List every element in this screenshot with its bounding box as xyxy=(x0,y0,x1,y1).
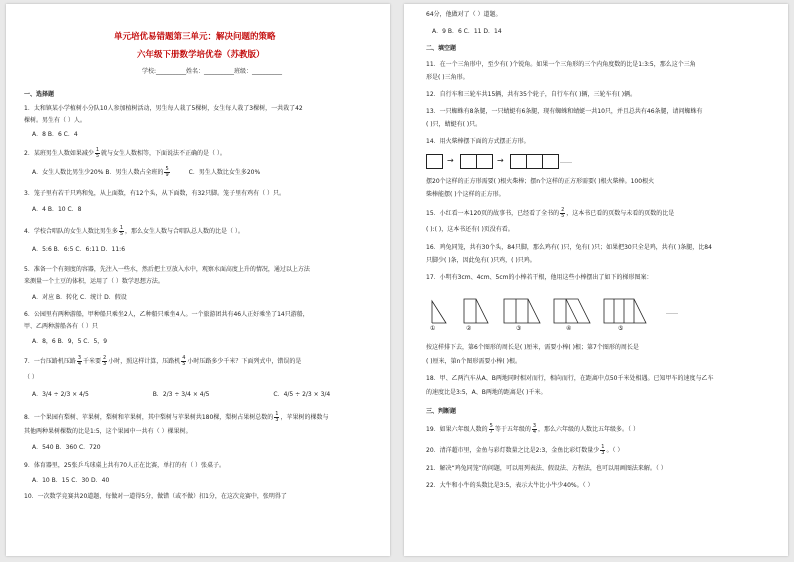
q2-opt-c: C．男生人数比女生多20% xyxy=(188,169,261,176)
arrow-right-icon: → xyxy=(447,156,454,165)
left-page xyxy=(6,4,390,556)
figure-ellipsis: …… xyxy=(666,309,678,316)
q4-fraction: $\frac{1}{5}$ xyxy=(119,225,124,237)
q6-line2: 甲、乙两种游船各有（ ）只 xyxy=(24,323,98,330)
q19-fraction-a: $\frac{5}{7}$ xyxy=(489,423,493,435)
square-2a xyxy=(460,154,477,169)
q8-options: A．540 B．360 C．720 xyxy=(32,444,101,451)
q7-opt-a: 3/4 ÷ 2/3 × 4/5 xyxy=(42,391,89,398)
q7-options xyxy=(32,391,330,399)
matchstick-figure xyxy=(426,151,616,171)
square-1 xyxy=(426,154,443,169)
ellipsis: …… xyxy=(560,158,572,165)
q7-fraction-a: $\frac{3}{4}$ xyxy=(77,355,82,367)
q7-opt-c: 4/5 ÷ 2/3 × 3/4 xyxy=(283,391,331,398)
q5-line2: 来测量一个土豆的体积，运用了（ ）数学思想方法。 xyxy=(24,278,164,285)
q5-line1: 5．准备一个有刻度的容器，先注入一些水，然后把土豆放入水中，观察水面高度上升的情况，通过以上方法 xyxy=(24,266,310,273)
q7-line1 xyxy=(24,356,301,367)
q1-line2: 棵树。男生有（ ）人。 xyxy=(24,117,86,124)
q16-line1: 16．鸡兔同笼，共有30个头，84只脚，那么鸡有( )只，兔有( )只；如果把30只全是鸡，共有( )条腿，比84 xyxy=(426,244,712,251)
q20-text-b: 。（ ） xyxy=(606,447,624,454)
figure-1 xyxy=(432,301,446,323)
q15-text-a: 15．小红看一本120页的故事书，已经看了全书的 xyxy=(426,210,560,217)
q18-line1: 18．甲、乙两汽车从A、B两地同时相对而行，相向而行，在距离中点50千米处相遇。已知甲车的速度与乙车 xyxy=(426,375,714,382)
fig-label-2: ② xyxy=(466,325,472,332)
q3-line: 3．笼子里有若干只鸡和兔，从上面数，有12个头，从下面数，有32只脚。笼子里有鸡有（ ）只。 xyxy=(24,190,285,197)
q4-line xyxy=(24,226,244,237)
q19-fraction-b: $\frac{3}{4}$ xyxy=(532,423,537,435)
q7-text-c: 小时，照这样计算，压路机 xyxy=(108,358,181,365)
q15-line2: ( ):( )，这本书还有( )页没有看。 xyxy=(426,226,514,233)
square-2b xyxy=(476,154,493,169)
q22-line: 22．大牛和小牛的头数比是3:5，表示大牛比小牛少40%。（ ） xyxy=(426,482,594,489)
q2-opt-fraction: $\frac{5}{9}$ xyxy=(165,166,169,178)
q10-options: A．9 B．6 C．11 D．14 xyxy=(432,28,502,35)
q15-line1 xyxy=(426,208,674,219)
q8-line2: 其他两种果树棵数的比是1:5，这个果园中一共有（ ）棵果树。 xyxy=(24,428,192,435)
q13-line1: 13．一只蜘蛛有8条腿，一只蜻蜓有6条腿，现有蜘蛛和蜻蜓一共10只，并且总共有46条腿，请问蜘蛛有 xyxy=(426,108,703,115)
q7-line2: （ ） xyxy=(24,374,38,381)
q12-line: 12．自行车和三轮车共15辆，共有35个轮子，自行车有( )辆，三轮车有( )辆。 xyxy=(426,91,637,98)
q10-line1: 10．一次数学竞赛共20道题，每做对一道得5分，做错（或不做）扣1分，在这次竞赛中，张明得了 xyxy=(24,493,287,500)
q9-line: 9．体育器里，25张乒乓球桌上共有70人正在比赛，单打的有（ ）张桌子。 xyxy=(24,462,225,469)
q7-opt-b-label: B． xyxy=(152,391,163,398)
q17-line3: ( )厘米，第n个图形需要小棒( )根。 xyxy=(426,358,521,365)
q1-options: A．8 B．6 C．4 xyxy=(32,131,78,138)
q15-text-b: ，这本书已看的页数与未看的页数的比是 xyxy=(566,210,675,217)
section-fill: 二、填空题 xyxy=(426,45,457,52)
q2-fraction: $\frac{1}{5}$ xyxy=(95,147,100,159)
figure-3 xyxy=(504,299,540,323)
q7-text-d: 小时压路多少千米？下面列式中，错误的是 xyxy=(187,358,302,365)
square-3a xyxy=(510,154,527,169)
q19-text-a: 19．如果六年级人数的 xyxy=(426,426,488,433)
q18-line2: 的速度比是3:5，A、B两地的距离是( )千米。 xyxy=(426,389,547,396)
q17-line2: 按这样排下去，第6个图形的周长是( )厘米，需要小棒( )根；第7个图形的周长是 xyxy=(426,344,639,351)
q3-options: A．4 B．10 C．8 xyxy=(32,206,82,213)
q11-line1: 11．在一个三角形中，至少有( )个锐角。如果一个三角形的三个内角度数的比是1:3:5，那么这个三角 xyxy=(426,61,696,68)
q4-text-a: 4．学校合唱队的女生人数比男生多 xyxy=(24,228,118,235)
q9-options: A．10 B．15 C．30 D．40 xyxy=(32,477,110,484)
q2-options xyxy=(32,167,260,178)
doc-title: 单元培优易错题第三单元：解决问题的策略 xyxy=(114,32,276,42)
q2-opt-ab: A．女生人数比男生少20% B．男生人数占全班的 xyxy=(32,169,164,176)
q7-opt-b: 2/3 ÷ 3/4 × 4/5 xyxy=(162,391,210,398)
section-choice: 一、选择题 xyxy=(24,91,55,98)
q11-line2: 形是( )三角形。 xyxy=(426,74,469,81)
q7-text-b: 千米要 xyxy=(83,358,102,365)
q14-line3: 柴棒能摆( )个这样的正方形。 xyxy=(426,191,505,198)
square-3b xyxy=(526,154,543,169)
figure-4 xyxy=(554,299,590,323)
square-3c xyxy=(542,154,559,169)
q8-line1 xyxy=(24,412,328,423)
q6-line1: 6．公园里有两种游船，甲种船只乘坐2人，乙种船只乘坐4人。一个旅游团共有46人正好乘坐了14只游船， xyxy=(24,311,309,318)
figure-2 xyxy=(464,299,488,323)
q14-line: 14．用火柴棒摆下面的方式摆正方形。 xyxy=(426,138,530,145)
right-page xyxy=(404,4,788,556)
q8-fraction: $\frac{1}{3}$ xyxy=(275,411,279,423)
q7-text-a: 7．一台压路机压路 xyxy=(24,358,76,365)
q2-text-b: 就与女生人数相等，下面说法不正确的是（ ）。 xyxy=(101,150,226,157)
q7-opt-c-label: C． xyxy=(273,391,284,398)
fig-label-4: ④ xyxy=(566,325,572,332)
arrow-right-icon: → xyxy=(497,156,504,165)
q19-text-c: ，那么六年级的人数比五年级多。（ ） xyxy=(538,426,639,433)
q21-line: 21．解决“鸡兔同笼”的问题，可以用列表法、假设法、方程法，也可以用画图法来解。（ ） xyxy=(426,465,667,472)
q14-line2: 摆20个这样的正方形需要( )根火柴棒；摆n个这样的正方形需要( )根火柴棒。100根火 xyxy=(426,178,655,185)
q20-text-a: 20．清洋超市里，金鱼与彩灯数量之比是2:3，金鱼比彩灯数量少 xyxy=(426,447,600,454)
q8-text-a: 8．一个果园有梨树、苹果树，梨树和苹果树，其中梨树与苹果树共180棵，梨树占果树总数的 xyxy=(24,414,274,421)
q7-fraction-c: $\frac{4}{5}$ xyxy=(182,355,186,367)
q15-fraction: $\frac{2}{5}$ xyxy=(561,207,565,219)
info-line: 学校:__________姓名：__________班级：__________ xyxy=(142,68,283,75)
q16-line2: 只脚少( )条，因此兔有( )只鸡，( )只鸡。 xyxy=(426,257,536,264)
figure-5 xyxy=(604,299,646,323)
q4-text-b: ，那么女生人数与合唱队总人数的比是（ ）。 xyxy=(125,228,244,235)
fig-label-3: ③ xyxy=(516,325,522,332)
q20-line xyxy=(426,445,623,456)
q10-line2: 64分，他做对了（ ）道题。 xyxy=(426,11,502,18)
q19-text-b: 等于五年级的 xyxy=(494,426,531,433)
fig-label-1: ① xyxy=(430,325,436,332)
q19-line xyxy=(426,424,639,435)
fig-label-5: ⑤ xyxy=(618,325,624,332)
doc-subtitle: 六年级下册数学培优卷（苏教版） xyxy=(137,50,265,60)
q17-line: 17．小明有3cm、4cm、5cm的小棒若干根，他用这些小棒摆出了如下的梯形图案： xyxy=(426,274,653,281)
q5-options: A．对应 B．转化 C．统计 D．假设 xyxy=(32,294,127,301)
q1-line1: 1．太和镇某小学植树小分队10人参加植树活动，男生每人栽了5棵树，女生每人栽了3棵树，一共栽了42 xyxy=(24,105,303,112)
q13-line2: ( )只，蜻蜓有( )只。 xyxy=(426,121,482,128)
q7-fraction-b: $\frac{2}{3}$ xyxy=(103,355,107,367)
q2-text-a: 2．某班男生人数如果减少 xyxy=(24,150,94,157)
section-judge: 三、判断题 xyxy=(426,408,457,415)
q7-opt-a-label: A． xyxy=(32,391,43,398)
q4-options: A．5:6 B．6:5 C．6:11 D．11:6 xyxy=(32,246,126,253)
q8-text-b: ，苹果树的棵数与 xyxy=(280,414,329,421)
q20-fraction: $\frac{1}{3}$ xyxy=(601,444,605,456)
q6-options: A．8，6 B．9，5 C．5，9 xyxy=(32,338,108,345)
q2-line1 xyxy=(24,148,226,159)
